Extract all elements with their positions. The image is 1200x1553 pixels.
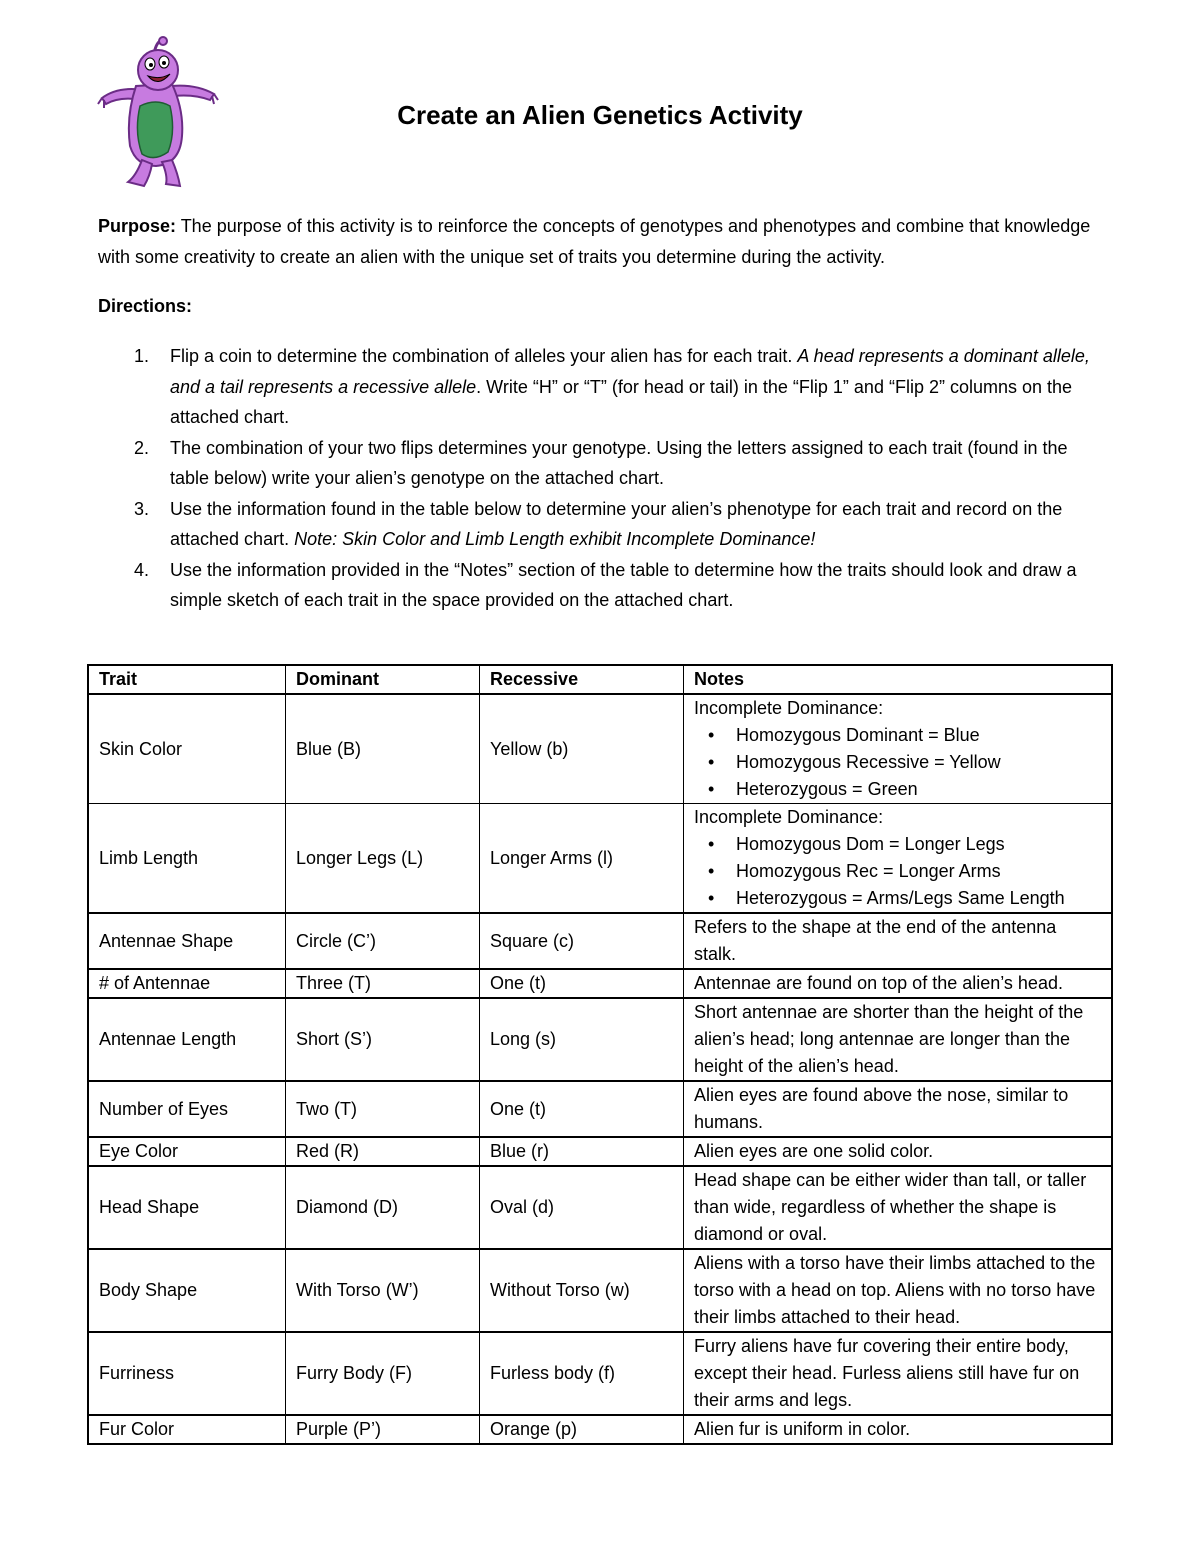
notes-cell: Short antennae are shorter than the height of the alien’s head; long antennae are longer than the height of the alien’s head. bbox=[684, 998, 1113, 1081]
trait-cell: Body Shape bbox=[88, 1249, 286, 1332]
table-row bbox=[88, 1249, 1112, 1332]
step-number: 4. bbox=[134, 559, 150, 580]
list-item bbox=[708, 858, 1101, 885]
notes-cell bbox=[684, 694, 1113, 804]
list-item bbox=[708, 749, 1101, 776]
notes-cell: Antennae are found on top of the alien’s head. bbox=[684, 969, 1113, 998]
table-row bbox=[88, 1137, 1112, 1166]
recessive-cell: Longer Arms (l) bbox=[480, 804, 684, 914]
notes-cell: Furry aliens have fur covering their entire body, except their head. Furless aliens still have fur on their arms and legs. bbox=[684, 1332, 1113, 1415]
table-row bbox=[88, 913, 1112, 969]
directions-list bbox=[98, 341, 1098, 616]
notes-heading: Incomplete Dominance: bbox=[694, 698, 884, 718]
dominant-cell: Three (T) bbox=[286, 969, 480, 998]
table-row bbox=[88, 694, 1112, 804]
recessive-cell: One (t) bbox=[480, 1081, 684, 1137]
trait-cell: Antennae Shape bbox=[88, 913, 286, 969]
trait-cell: # of Antennae bbox=[88, 969, 286, 998]
traits-table bbox=[87, 664, 1113, 1445]
step-text: Use the information found in the table below to determine your alien’s phenotype for each trait and record on the attached chart. bbox=[170, 498, 1063, 549]
recessive-cell: Square (c) bbox=[480, 913, 684, 969]
dominant-cell: With Torso (W’) bbox=[286, 1249, 480, 1332]
bullet-icon: • bbox=[708, 861, 715, 881]
table-row bbox=[88, 1332, 1112, 1415]
trait-cell: Head Shape bbox=[88, 1166, 286, 1249]
step-number: 2. bbox=[134, 437, 150, 458]
bullet-icon: • bbox=[708, 779, 715, 799]
list-item bbox=[98, 341, 1098, 433]
trait-cell: Furriness bbox=[88, 1332, 286, 1415]
notes-cell: Alien fur is uniform in color. bbox=[684, 1415, 1113, 1444]
notes-cell: Alien eyes are one solid color. bbox=[684, 1137, 1113, 1166]
header-recessive: Recessive bbox=[480, 665, 684, 694]
recessive-cell: One (t) bbox=[480, 969, 684, 998]
header-notes: Notes bbox=[684, 665, 1113, 694]
dominant-cell: Diamond (D) bbox=[286, 1166, 480, 1249]
bullet-text: Homozygous Dominant = Blue bbox=[736, 725, 980, 745]
list-item bbox=[708, 885, 1101, 912]
table-header-row bbox=[88, 665, 1112, 694]
recessive-cell: Oval (d) bbox=[480, 1166, 684, 1249]
table-row bbox=[88, 804, 1112, 914]
bullet-text: Homozygous Rec = Longer Arms bbox=[736, 861, 1001, 881]
notes-bullet-list bbox=[694, 722, 1101, 803]
notes-cell: Head shape can be either wider than tall, or taller than wide, regardless of whether the shape is diamond or oval. bbox=[684, 1166, 1113, 1249]
notes-cell: Alien eyes are found above the nose, similar to humans. bbox=[684, 1081, 1113, 1137]
recessive-cell: Blue (r) bbox=[480, 1137, 684, 1166]
bullet-icon: • bbox=[708, 725, 715, 745]
directions-label: Directions: bbox=[98, 296, 193, 316]
dominant-cell: Blue (B) bbox=[286, 694, 480, 804]
dominant-cell: Furry Body (F) bbox=[286, 1332, 480, 1415]
list-item bbox=[708, 722, 1101, 749]
dominant-cell: Short (S’) bbox=[286, 998, 480, 1081]
bullet-text: Heterozygous = Arms/Legs Same Length bbox=[736, 888, 1065, 908]
notes-heading: Incomplete Dominance: bbox=[694, 807, 884, 827]
bullet-text: Homozygous Dom = Longer Legs bbox=[736, 834, 1005, 854]
recessive-cell: Without Torso (w) bbox=[480, 1249, 684, 1332]
trait-cell: Eye Color bbox=[88, 1137, 286, 1166]
trait-cell: Number of Eyes bbox=[88, 1081, 286, 1137]
dominant-cell: Two (T) bbox=[286, 1081, 480, 1137]
step-number: 1. bbox=[134, 346, 150, 366]
step-italic-text: A head represents a dominant allele, and a tail represents a recessive allele bbox=[170, 346, 1090, 397]
step-text-end: . Write “H” or “T” (for head or tail) in the “Flip 1” and “Flip 2” columns on the attached chart. bbox=[170, 376, 1073, 427]
table-row bbox=[88, 969, 1112, 998]
step-text: Use the information provided in the “Notes” section of the table to determine how the traits should look and draw a simple sketch of each trait in the space provided on the attached chart. bbox=[170, 559, 1077, 610]
table-row bbox=[88, 1081, 1112, 1137]
list-item bbox=[708, 776, 1101, 803]
step-number: 3. bbox=[134, 498, 150, 519]
step-text: Flip a coin to determine the combination of alleles your alien has for each trait. bbox=[170, 346, 798, 366]
trait-cell: Fur Color bbox=[88, 1415, 286, 1444]
bullet-icon: • bbox=[708, 888, 715, 908]
dominant-cell: Purple (P’) bbox=[286, 1415, 480, 1444]
notes-cell: Aliens with a torso have their limbs attached to the torso with a head on top. Aliens with no torso have their limbs attached to their head. bbox=[684, 1249, 1113, 1332]
bullet-icon: • bbox=[708, 834, 715, 854]
page-title: Create an Alien Genetics Activity bbox=[397, 100, 803, 130]
dominant-cell: Longer Legs (L) bbox=[286, 804, 480, 914]
table-row bbox=[88, 1166, 1112, 1249]
bullet-text: Homozygous Recessive = Yellow bbox=[736, 752, 1001, 772]
table-row bbox=[88, 1415, 1112, 1444]
bullet-icon: • bbox=[708, 752, 715, 772]
trait-cell: Limb Length bbox=[88, 804, 286, 914]
header-trait: Trait bbox=[88, 665, 286, 694]
step-text: The combination of your two flips determines your genotype. Using the letters assigned to each trait (found in the table below) write your alien’s genotype on the attached chart. bbox=[170, 437, 1068, 488]
purpose-paragraph bbox=[98, 211, 1108, 272]
recessive-cell: Yellow (b) bbox=[480, 694, 684, 804]
list-item bbox=[98, 433, 1098, 494]
list-item bbox=[98, 555, 1098, 616]
recessive-cell: Furless body (f) bbox=[480, 1332, 684, 1415]
recessive-cell: Long (s) bbox=[480, 998, 684, 1081]
trait-cell: Antennae Length bbox=[88, 998, 286, 1081]
table-row bbox=[88, 998, 1112, 1081]
trait-cell: Skin Color bbox=[88, 694, 286, 804]
purpose-text: The purpose of this activity is to reinforce the concepts of genotypes and phenotypes and combine that knowledge with some creativity to create an alien with the unique set of traits you determine during the activity. bbox=[98, 216, 1091, 267]
list-item bbox=[98, 494, 1098, 555]
notes-cell bbox=[684, 804, 1113, 914]
bullet-text: Heterozygous = Green bbox=[736, 779, 918, 799]
dominant-cell: Circle (C’) bbox=[286, 913, 480, 969]
notes-cell: Refers to the shape at the end of the antenna stalk. bbox=[684, 913, 1113, 969]
step-italic-text: Note: Skin Color and Limb Length exhibit Incomplete Dominance! bbox=[294, 529, 816, 549]
purpose-label: Purpose: bbox=[98, 216, 177, 236]
dominant-cell: Red (R) bbox=[286, 1137, 480, 1166]
recessive-cell: Orange (p) bbox=[480, 1415, 684, 1444]
notes-bullet-list bbox=[694, 831, 1101, 912]
list-item bbox=[708, 831, 1101, 858]
header-dominant: Dominant bbox=[286, 665, 480, 694]
